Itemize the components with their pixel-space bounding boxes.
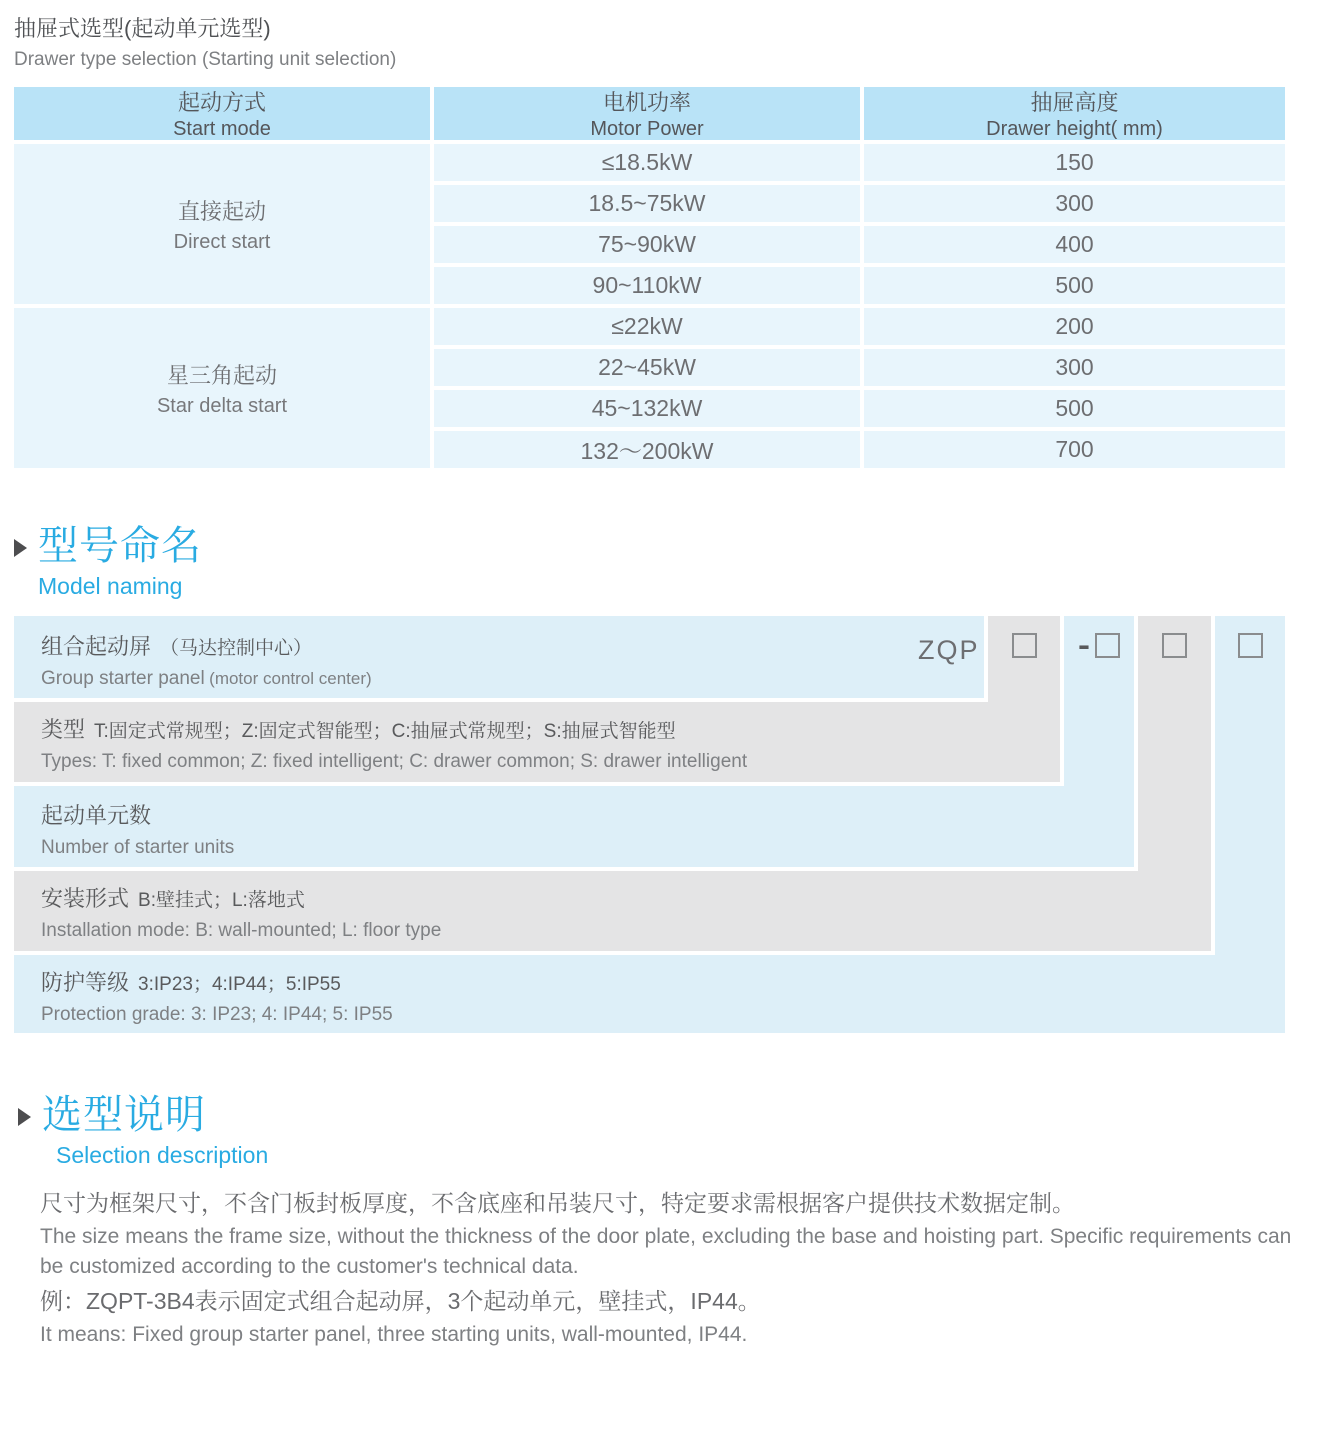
section-title-zh: 选型说明 xyxy=(42,1093,206,1137)
naming-row-types xyxy=(14,702,1060,782)
model-code-column-protection xyxy=(1215,616,1285,1033)
cell-height: 300 xyxy=(864,349,1285,386)
description-line-zh: 例：ZQPT-3B4表示固定式组合起动屏，3个起动单元，壁挂式，IP44。 xyxy=(40,1288,761,1315)
cell-power: 132～200kW xyxy=(434,431,860,468)
model-code-column-installation xyxy=(1138,616,1211,951)
naming-row-en: Types: T: fixed common; Z: fixed intelligent; C: drawer common; S: drawer intelligent xyxy=(41,751,748,772)
naming-row-zh-note: 3:IP23；4:IP44；5:IP55 xyxy=(138,974,341,995)
cell-power: 18.5~75kW xyxy=(434,185,860,222)
column-header-zh: 起动方式 xyxy=(177,90,266,115)
cell-height: 200 xyxy=(864,308,1285,345)
section-title-en: Model naming xyxy=(38,573,183,599)
cell-height: 150 xyxy=(864,144,1285,181)
section-title-en: Selection description xyxy=(56,1142,269,1168)
naming-row-group-starter-panel xyxy=(14,616,984,698)
naming-row-zh: 组合起动屏 xyxy=(41,634,152,659)
selection-description-text xyxy=(40,1187,1292,1350)
cell-power: 75~90kW xyxy=(434,226,860,263)
cell-power: 90~110kW xyxy=(434,267,860,304)
naming-row-zh-note: B:壁挂式；L:落地式 xyxy=(138,890,305,911)
group-label-zh: 直接起动 xyxy=(177,198,266,224)
group-label-zh: 星三角起动 xyxy=(166,362,277,388)
group-cell-star-delta-start xyxy=(14,308,430,468)
model-code-separator: - xyxy=(1077,629,1090,662)
group-label-en: Star delta start xyxy=(156,394,288,417)
description-line-en: It means: Fixed group starter panel, three starting units, wall-mounted, IP44. xyxy=(40,1323,748,1347)
column-header-zh: 抽屉高度 xyxy=(1030,90,1119,115)
cell-height: 700 xyxy=(864,431,1285,468)
right-triangle-icon xyxy=(14,539,27,557)
description-line-en: The size means the frame size, without the thickness of the door plate, excluding the base and hoisting part. Specific requirements can be customized according to the customer's technical data. xyxy=(40,1225,1292,1278)
table-header-row xyxy=(14,87,1285,140)
column-header-motor-power xyxy=(434,87,860,140)
naming-row-en: Number of starter units xyxy=(41,837,235,858)
cell-height: 500 xyxy=(864,390,1285,427)
naming-row-zh-note: （马达控制中心） xyxy=(160,638,313,659)
naming-row-zh: 防护等级 xyxy=(41,970,130,995)
naming-row-zh-note: T:固定式常规型；Z:固定式智能型；C:抽屉式常规型；S:抽屉式智能型 xyxy=(94,721,676,742)
naming-row-en-note: (motor control center) xyxy=(209,669,372,688)
model-code-prefix: ZQP xyxy=(918,635,980,665)
right-triangle-icon xyxy=(18,1108,31,1126)
column-header-en: Motor Power xyxy=(590,118,704,140)
cell-power: 45~132kW xyxy=(434,390,860,427)
group-cell-direct-start xyxy=(14,144,430,304)
naming-row-starter-units xyxy=(14,786,1134,867)
cell-height: 400 xyxy=(864,226,1285,263)
naming-row-zh: 类型 xyxy=(41,717,86,742)
column-header-zh: 电机功率 xyxy=(602,90,691,115)
cell-power: 22~45kW xyxy=(434,349,860,386)
model-code-box-installation xyxy=(1162,633,1187,658)
page-title-zh: 抽屉式选型(起动单元选型) xyxy=(14,16,271,41)
model-code-box-protection xyxy=(1238,633,1263,658)
naming-row-en: Installation mode: B: wall-mounted; L: floor type xyxy=(41,920,442,941)
model-naming-diagram xyxy=(14,616,1285,1033)
naming-row-zh: 安装形式 xyxy=(41,886,130,911)
cell-power: ≤22kW xyxy=(434,308,860,345)
naming-row-en: Protection grade: 3: IP23; 4: IP44; 5: IP55 xyxy=(41,1004,393,1025)
naming-row-en: Group starter panel xyxy=(41,668,205,689)
page-title-en: Drawer type selection (Starting unit selection) xyxy=(14,49,397,70)
model-code-box-units xyxy=(1095,633,1120,658)
model-code-column-units xyxy=(1064,616,1134,867)
cell-height: 500 xyxy=(864,267,1285,304)
model-code-column-type xyxy=(988,616,1060,782)
naming-row-installation-mode xyxy=(14,871,1211,951)
model-code-box-type xyxy=(1012,633,1037,658)
column-header-drawer-height xyxy=(864,87,1285,140)
column-header-en: Start mode xyxy=(173,118,271,140)
cell-height: 300 xyxy=(864,185,1285,222)
section-model-naming-heading xyxy=(14,524,1322,600)
column-header-en: Drawer height( mm) xyxy=(986,118,1163,140)
column-header-start-mode xyxy=(14,87,430,140)
naming-row-zh: 起动单元数 xyxy=(41,803,152,828)
description-line-zh: 尺寸为框架尺寸，不含门板封板厚度，不含底座和吊装尺寸，特定要求需根据客户提供技术数据定制。 xyxy=(40,1190,1075,1216)
section-selection-description-heading xyxy=(18,1093,1322,1169)
cell-power: ≤18.5kW xyxy=(434,144,860,181)
drawer-selection-table xyxy=(14,87,1285,468)
naming-row-protection-grade xyxy=(14,955,1285,1033)
page-header xyxy=(0,0,1322,71)
group-label-en: Direct start xyxy=(173,230,271,253)
table-body xyxy=(14,144,1285,468)
section-title-zh: 型号命名 xyxy=(38,524,202,568)
